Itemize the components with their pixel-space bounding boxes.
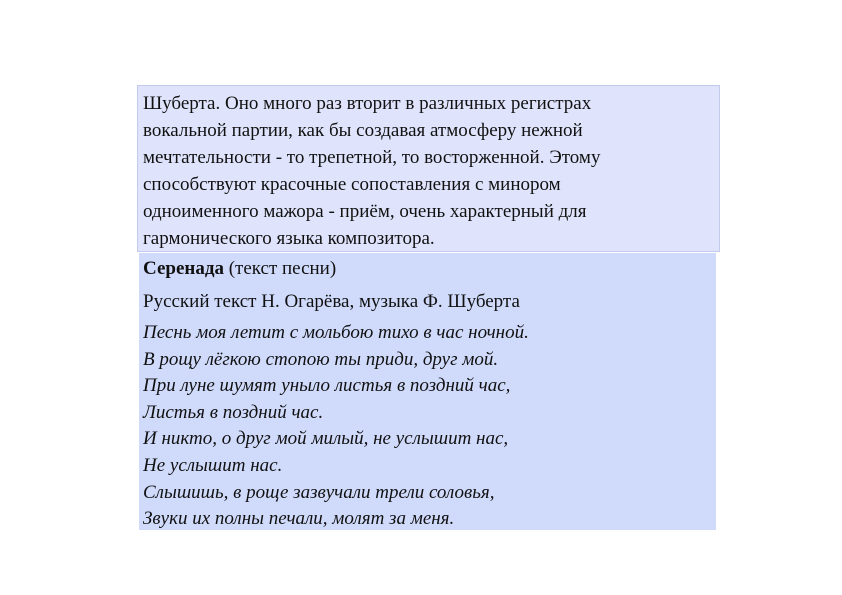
lyric-line: Слышишь, в роще зазвучали трели соловья, [143, 481, 495, 503]
intro-line: способствуют красочные сопоставления с минором [143, 174, 561, 195]
song-heading [143, 256, 336, 282]
song-lyrics [143, 320, 529, 533]
intro-line: Шуберта. Оно много раз вторит в различных регистрах [143, 93, 592, 114]
intro-line: одноименного мажора - приём, очень характерный для [143, 201, 587, 222]
lyric-line: Не услышит нас. [143, 454, 283, 476]
lyric-line: Листья в поздний час. [143, 401, 324, 423]
song-text-box [139, 253, 716, 530]
lyric-line: В рощу лёгкою стопою ты приди, друг мой. [143, 348, 499, 370]
intro-line: гармонического языка композитора. [143, 228, 435, 249]
song-title: Серенада [143, 258, 224, 279]
lyric-line: При луне шумят уныло листья в поздний час, [143, 375, 511, 397]
intro-paragraph [143, 90, 715, 252]
intro-text-box [137, 85, 720, 252]
intro-line: мечтательности - то трепетной, то восторженной. Этому [143, 147, 601, 168]
lyric-line: И никто, о друг мой милый, не услышит нас, [143, 428, 509, 450]
lyric-line: Звуки их полны печали, молят за меня. [143, 508, 455, 530]
song-credits: Русский текст Н. Огарёва, музыка Ф. Шуберта [143, 291, 520, 312]
intro-line: вокальной партии, как бы создавая атмосферу нежной [143, 120, 583, 141]
song-subtitle: (текст песни) [223, 258, 337, 279]
lyric-line: Песнь моя летит с мольбою тихо в час ночной. [143, 322, 529, 343]
